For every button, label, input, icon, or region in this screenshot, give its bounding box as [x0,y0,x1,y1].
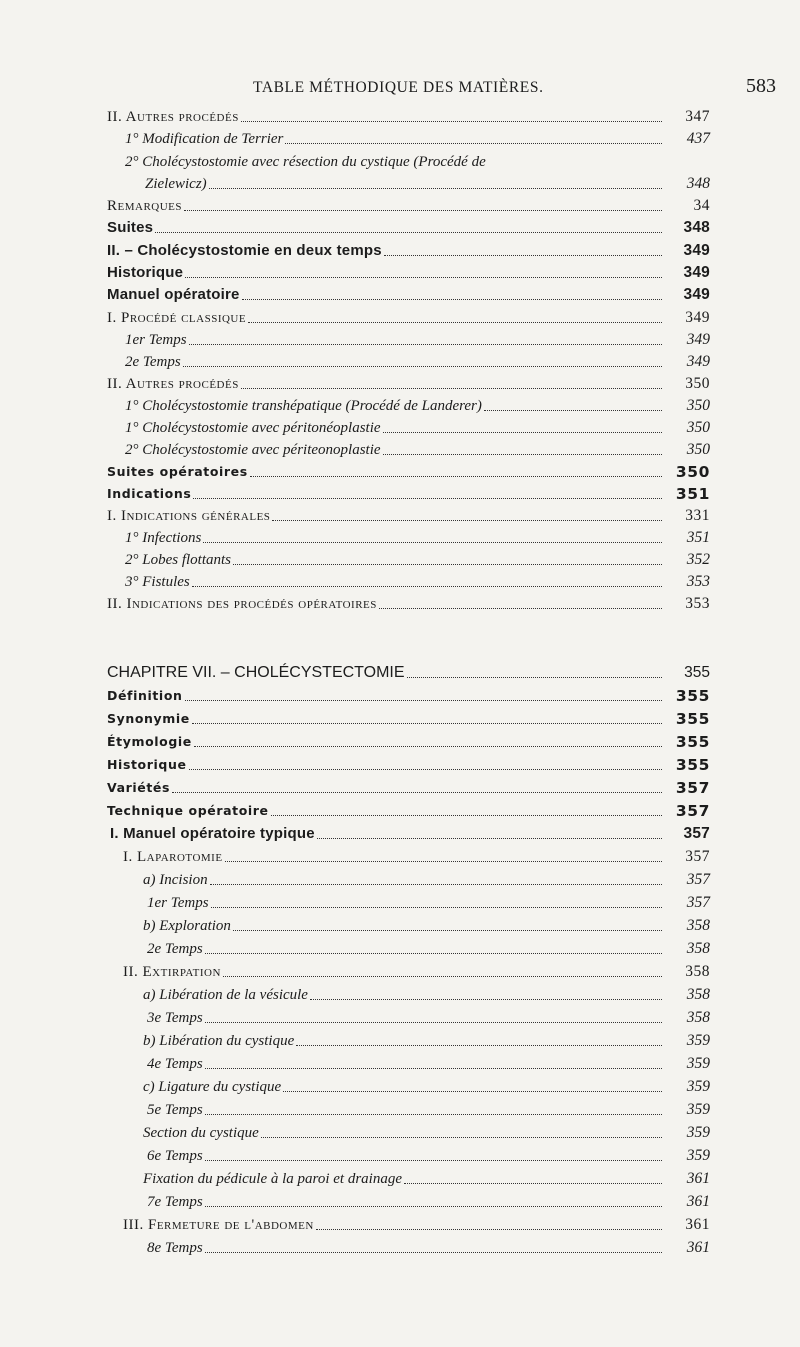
toc-entry: 2° Lobes flottants 352 [125,551,710,568]
toc-entry: Section du cystique 359 [143,1124,710,1141]
toc-entry: II. Extirpation 358 [123,963,710,980]
toc-entry: Suites 348 [107,219,710,236]
toc-entry: Synonymie 355 [107,710,710,728]
page-number: 583 [746,75,776,97]
toc-entry: Historique 355 [107,756,710,774]
toc-entry: a) Libération de la vésicule 358 [143,986,710,1003]
toc-entry: 2e Temps 358 [147,940,710,957]
toc-entry: Définition 355 [107,687,710,705]
toc-entry: a) Incision 357 [143,871,710,888]
toc-entry: 1° Infections 351 [125,529,710,546]
toc-entry: Variétés 357 [107,779,710,797]
toc-entry: III. Fermeture de l'abdomen 361 [123,1216,710,1233]
chapter-heading: CHAPITRE VII. – CHOLÉCYSTECTOMIE 355 [107,664,710,681]
toc-entry: Manuel opératoire 349 [107,286,710,303]
toc-entry: Fixation du pédicule à la paroi et drainage 361 [143,1170,710,1187]
toc-entry: 6e Temps 359 [147,1147,710,1164]
toc-entry: Technique opératoire 357 [107,802,710,820]
toc-entry: II. Autres procédés 347 [107,108,710,125]
toc-entry: I. Procédé classique 349 [107,309,710,326]
toc-entry: 4e Temps 359 [147,1055,710,1072]
toc-entry: 7e Temps 361 [147,1193,710,1210]
toc-entry: Étymologie 355 [107,733,710,751]
toc-entry: Remarques 34 [107,197,710,214]
toc-entry: 1° Cholécystostomie avec péritonéoplastie 350 [125,419,710,436]
toc-entry: 2e Temps 349 [125,353,710,370]
toc-entry: Zielewicz) 348 [145,175,710,192]
toc-entry: II. Indications des procédés opératoires 353 [107,595,710,612]
toc-entry: II. – Cholécystostomie en deux temps 349 [107,242,710,259]
toc-entry: Indications 351 [107,485,710,503]
toc-entry: b) Libération du cystique 359 [143,1032,710,1049]
toc-entry: 1° Cholécystostomie transhépatique (Procédé de Landerer) 350 [125,397,710,414]
toc-entry: 8e Temps 361 [147,1239,710,1256]
toc-entry: 5e Temps 359 [147,1101,710,1118]
toc-entry: Historique 349 [107,264,710,281]
page-header [0,77,800,105]
toc-entry: Suites opératoires 350 [107,463,710,481]
running-title: TABLE MÉTHODIQUE DES MATIÈRES. [253,79,544,96]
toc-entry: 1° Modification de Terrier 437 [125,130,710,147]
toc-entry: b) Exploration 358 [143,917,710,934]
toc-entry: 1er Temps 357 [147,894,710,911]
toc-entry: 3e Temps 358 [147,1009,710,1026]
toc-entry: I. Laparotomie 357 [123,848,710,865]
toc-entry: I. Indications générales 331 [107,507,710,524]
toc-entry: 1er Temps 349 [125,331,710,348]
toc-entry: 2° Cholécystostomie avec résection du cystique (Procédé de [125,154,486,170]
toc-entry: 3° Fistules 353 [125,573,710,590]
toc-entry: II. Autres procédés 350 [107,375,710,392]
toc-entry: 2° Cholécystostomie avec périteonoplastie 350 [125,441,710,458]
toc-entry: c) Ligature du cystique 359 [143,1078,710,1095]
toc-entry: I. Manuel opératoire typique 357 [110,825,710,842]
